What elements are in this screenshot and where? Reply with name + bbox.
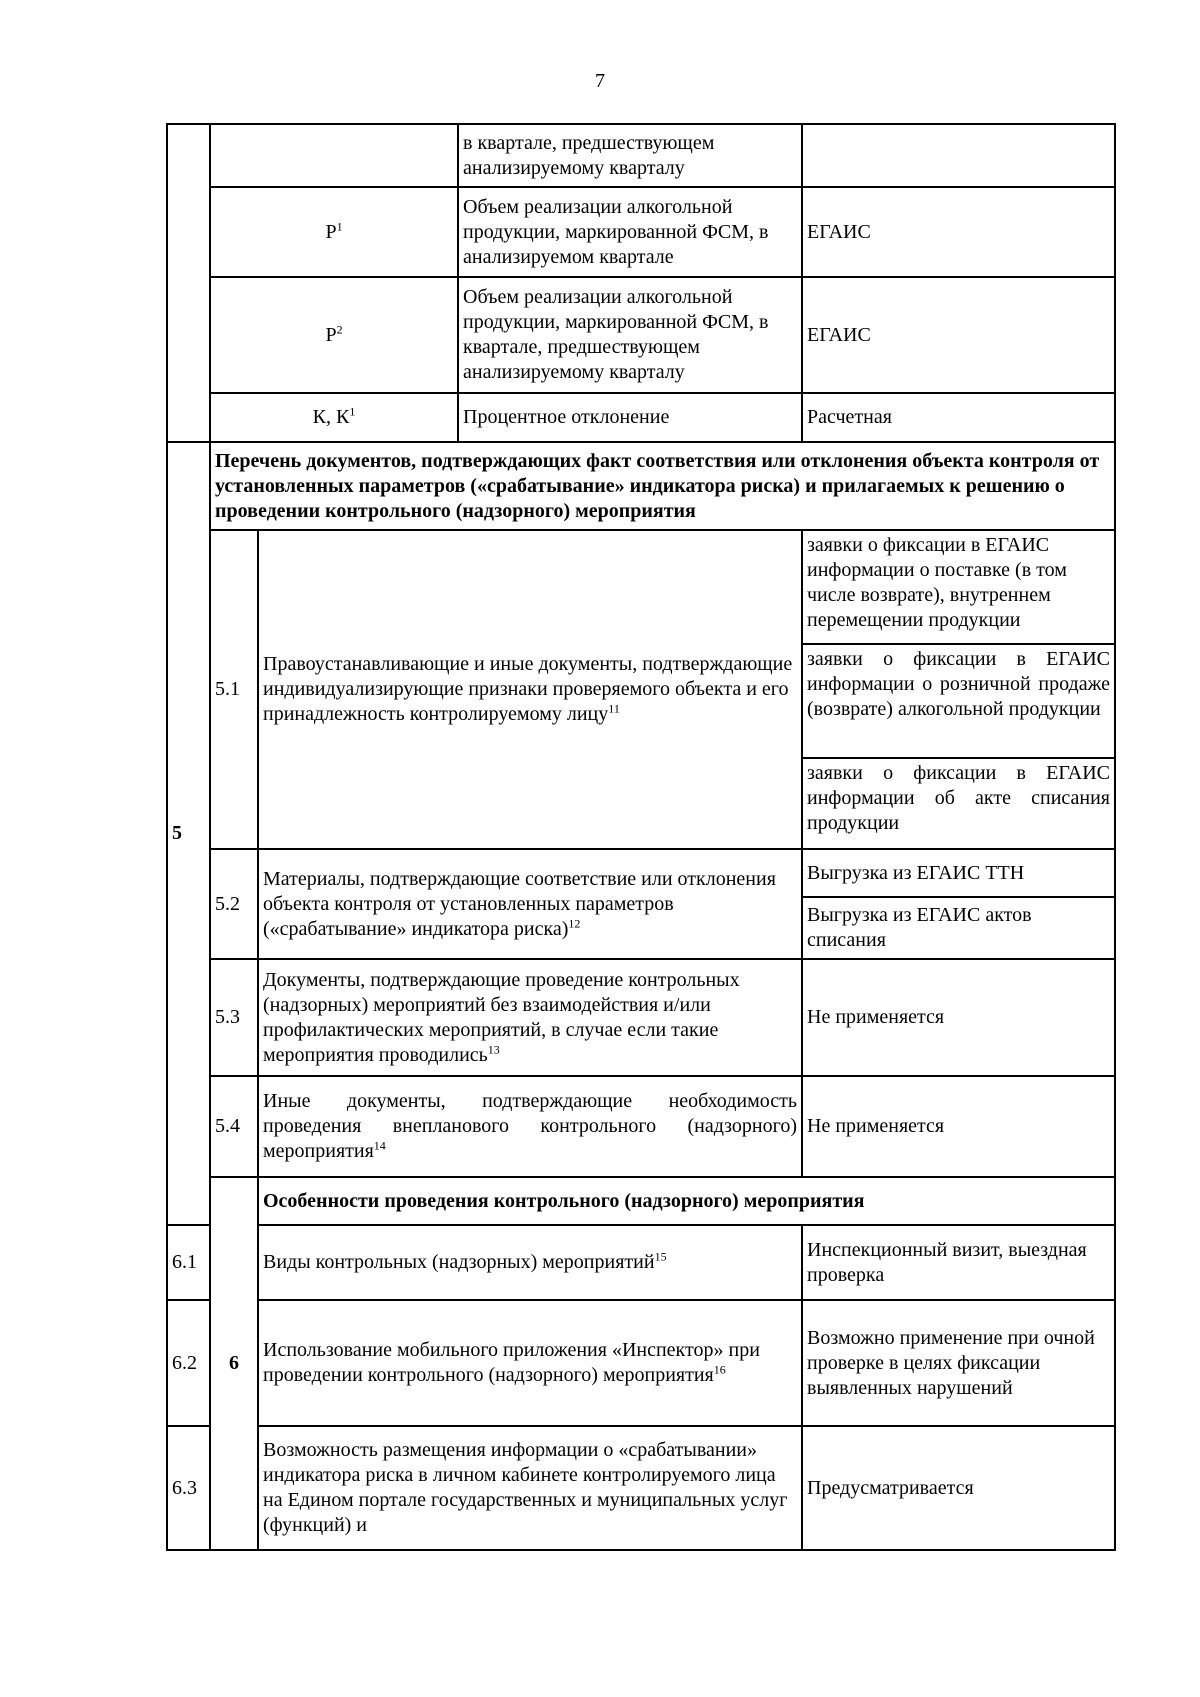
item-text-cell: Использование мобильного приложения «Инспектор» при проведении контрольного (надзорного) мероприятия$^{16}$ <box>258 1300 802 1426</box>
value-cell: заявки о фиксации в ЕГАИС информации об акте списания продукции <box>802 758 1115 849</box>
section-number-cell <box>167 124 210 442</box>
item-number-cell: 6.1 <box>167 1225 210 1300</box>
item-number-cell: 6.2 <box>167 1300 210 1426</box>
source-cell: ЕГАИС <box>802 187 1115 277</box>
value-cell: Выгрузка из ЕГАИС актов списания <box>802 897 1115 959</box>
table-row <box>167 1225 1115 1300</box>
table-row <box>167 959 1115 1076</box>
value-cell: Предусматривается <box>802 1426 1115 1550</box>
table-row <box>167 442 1115 530</box>
symbol-cell: К, $К^1$ <box>210 393 458 442</box>
item-text-cell: Иные документы, подтверждающие необходимость проведения внепланового контрольного (надзорного) мероприятия$^{14}$ <box>258 1076 802 1177</box>
item-text-cell: Правоустанавливающие и иные документы, подтверждающие индивидуализирующие признаки проверяемого объекта и его принадлежность контролируемому лицу$^{11}$ <box>258 530 802 849</box>
section-heading: Особенности проведения контрольного (надзорного) мероприятия <box>258 1177 1115 1225</box>
item-text-cell: Виды контрольных (надзорных) мероприятий$^{15}$ <box>258 1225 802 1300</box>
item-text-cell: Документы, подтверждающие проведение контрольных (надзорных) мероприятий без взаимодействия и/или профилактических мероприятий, в случае если такие мероприятия проводились$^{13}$ <box>258 959 802 1076</box>
description-cell: Процентное отклонение <box>458 393 802 442</box>
value-cell: Инспекционный визит, выездная проверка <box>802 1225 1115 1300</box>
table-row <box>167 849 1115 897</box>
symbol-cell <box>210 124 458 187</box>
section-heading: Перечень документов, подтверждающих факт соответствия или отклонения объекта контроля от установленных параметров («срабатывание» индикатора риска) и прилагаемых к решению о проведении контрольного (надзорного) мероприятия <box>210 442 1115 530</box>
table-row <box>167 1076 1115 1177</box>
symbol-cell: $P^2$ <box>210 277 458 393</box>
table-row <box>167 277 1115 393</box>
item-number-cell: 6.3 <box>167 1426 210 1550</box>
table-row <box>167 1426 1115 1550</box>
table-row <box>167 124 1115 187</box>
table-row <box>167 187 1115 277</box>
item-number-cell: 5.4 <box>210 1076 258 1177</box>
description-cell: Объем реализации алкогольной продукции, маркированной ФСМ, в квартале, предшествующем анализируемому кварталу <box>458 277 802 393</box>
section-number-cell: 6 <box>210 1177 258 1550</box>
section-number-cell: 5 <box>167 442 210 1225</box>
value-cell: заявки о фиксации в ЕГАИС информации о розничной продаже (возврате) алкогольной продукции <box>802 644 1115 758</box>
source-cell: ЕГАИС <box>802 277 1115 393</box>
page-number: 7 <box>595 70 605 92</box>
symbol-cell: $P^1$ <box>210 187 458 277</box>
value-cell: Возможно применение при очной проверке в целях фиксации выявленных нарушений <box>802 1300 1115 1426</box>
item-text-cell: Материалы, подтверждающие соответствие или отклонения объекта контроля от установленных параметров («срабатывание» индикатора риска)$^{12}$ <box>258 849 802 959</box>
value-cell: Выгрузка из ЕГАИС ТТН <box>802 849 1115 897</box>
value-cell: заявки о фиксации в ЕГАИС информации о поставке (в том числе возврате), внутреннем перемещении продукции <box>802 530 1115 644</box>
table-row <box>167 393 1115 442</box>
table-row <box>167 530 1115 644</box>
item-text-cell: Возможность размещения информации о «срабатывании» индикатора риска в личном кабинете контролируемого лица на Едином портале государственных и муниципальных услуг (функций) и <box>258 1426 802 1550</box>
source-cell: Расчетная <box>802 393 1115 442</box>
item-number-cell: 5.1 <box>210 530 258 849</box>
item-number-cell: 5.3 <box>210 959 258 1076</box>
table-row <box>167 1300 1115 1426</box>
table-row <box>167 1177 1115 1225</box>
value-cell: Не применяется <box>802 1076 1115 1177</box>
description-cell: Объем реализации алкогольной продукции, маркированной ФСМ, в анализируемом квартале <box>458 187 802 277</box>
value-cell: Не применяется <box>802 959 1115 1076</box>
item-number-cell: 5.2 <box>210 849 258 959</box>
description-cell: в квартале, предшествующем анализируемому кварталу <box>458 124 802 187</box>
source-cell <box>802 124 1115 187</box>
document-table <box>166 123 1116 1551</box>
